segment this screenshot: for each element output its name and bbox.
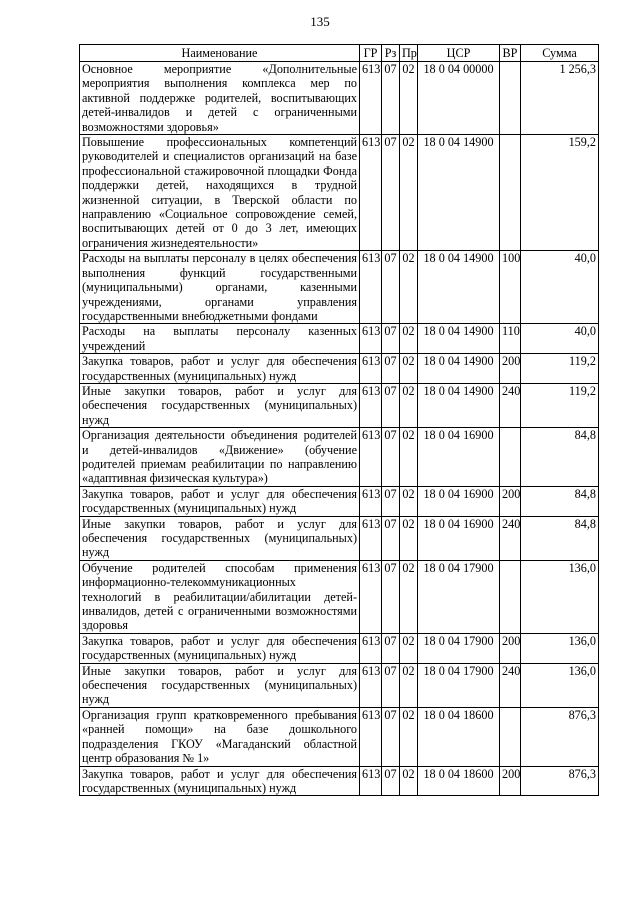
cell-name: Иные закупки товаров, работ и услуг для обеспечения государственных (муниципальных) нужд: [80, 663, 360, 707]
cell-csr: 18 0 04 14900: [418, 324, 500, 354]
cell-gr: 613: [360, 324, 382, 354]
cell-vr: [500, 560, 521, 633]
cell-pr: 02: [400, 516, 418, 560]
table-row: [80, 383, 599, 427]
cell-pr: 02: [400, 766, 418, 796]
table-row: [80, 354, 599, 384]
budget-table: [79, 44, 599, 796]
cell-gr: 613: [360, 663, 382, 707]
cell-sum: 84,8: [521, 516, 599, 560]
cell-pr: 02: [400, 354, 418, 384]
cell-gr: 613: [360, 516, 382, 560]
cell-vr: [500, 707, 521, 766]
cell-vr: 200: [500, 633, 521, 663]
cell-sum: 876,3: [521, 707, 599, 766]
cell-rz: 07: [382, 486, 400, 516]
cell-sum: 136,0: [521, 663, 599, 707]
cell-gr: 613: [360, 383, 382, 427]
cell-pr: 02: [400, 251, 418, 324]
cell-gr: 613: [360, 560, 382, 633]
cell-vr: [500, 135, 521, 251]
table-row: [80, 486, 599, 516]
cell-sum: 159,2: [521, 135, 599, 251]
cell-pr: 02: [400, 707, 418, 766]
table-row: [80, 324, 599, 354]
header-name: Наименование: [80, 45, 360, 62]
table-row: [80, 707, 599, 766]
cell-pr: 02: [400, 324, 418, 354]
cell-pr: 02: [400, 383, 418, 427]
cell-rz: 07: [382, 428, 400, 487]
cell-gr: 613: [360, 251, 382, 324]
cell-rz: 07: [382, 560, 400, 633]
cell-sum: 119,2: [521, 383, 599, 427]
cell-gr: 613: [360, 428, 382, 487]
cell-sum: 40,0: [521, 251, 599, 324]
table-body: [80, 62, 599, 796]
cell-pr: 02: [400, 428, 418, 487]
cell-csr: 18 0 04 16900: [418, 516, 500, 560]
cell-rz: 07: [382, 383, 400, 427]
cell-name: Иные закупки товаров, работ и услуг для обеспечения государственных (муниципальных) нужд: [80, 383, 360, 427]
table-row: [80, 560, 599, 633]
cell-vr: [500, 62, 521, 135]
cell-vr: 200: [500, 486, 521, 516]
cell-csr: 18 0 04 16900: [418, 428, 500, 487]
cell-vr: 240: [500, 516, 521, 560]
cell-rz: 07: [382, 516, 400, 560]
cell-vr: 240: [500, 383, 521, 427]
header-vr: ВР: [500, 45, 521, 62]
cell-vr: 240: [500, 663, 521, 707]
cell-gr: 613: [360, 633, 382, 663]
cell-name: Закупка товаров, работ и услуг для обеспечения государственных (муниципальных) нужд: [80, 486, 360, 516]
cell-csr: 18 0 04 16900: [418, 486, 500, 516]
cell-gr: 613: [360, 354, 382, 384]
cell-name: Повышение профессиональных компетенций руководителей и специалистов организаций на базе профессиональной стажировочной площадки Фонда поддержки детей, находящихся в трудной жизненной ситуации, в Тверской области по направлению «Социальное сопровождение семей, воспитывающих детей от 0 до 3 лет, имеющих ограничения жизнедеятельности»: [80, 135, 360, 251]
cell-gr: 613: [360, 766, 382, 796]
cell-name: Закупка товаров, работ и услуг для обеспечения государственных (муниципальных) нужд: [80, 354, 360, 384]
cell-gr: 613: [360, 486, 382, 516]
cell-name: Закупка товаров, работ и услуг для обеспечения государственных (муниципальных) нужд: [80, 633, 360, 663]
cell-rz: 07: [382, 663, 400, 707]
cell-sum: 84,8: [521, 486, 599, 516]
cell-gr: 613: [360, 707, 382, 766]
cell-vr: [500, 428, 521, 487]
cell-gr: 613: [360, 135, 382, 251]
table-header-row: [80, 45, 599, 62]
cell-csr: 18 0 04 14900: [418, 383, 500, 427]
cell-name: Расходы на выплаты персоналу казенных учреждений: [80, 324, 360, 354]
cell-name: Закупка товаров, работ и услуг для обеспечения государственных (муниципальных) нужд: [80, 766, 360, 796]
cell-rz: 07: [382, 251, 400, 324]
cell-pr: 02: [400, 633, 418, 663]
cell-vr: 200: [500, 766, 521, 796]
cell-name: Иные закупки товаров, работ и услуг для обеспечения государственных (муниципальных) нужд: [80, 516, 360, 560]
cell-vr: 110: [500, 324, 521, 354]
cell-gr: 613: [360, 62, 382, 135]
cell-csr: 18 0 04 17900: [418, 560, 500, 633]
cell-name: Обучение родителей способам применения информационно-телекоммуникационных технологий в реабилитации/абилитации детей-инвалидов, детей с ограниченными возможностями здоровья: [80, 560, 360, 633]
cell-rz: 07: [382, 707, 400, 766]
table-row: [80, 633, 599, 663]
cell-name: Расходы на выплаты персоналу в целях обеспечения выполнения функций государственными (муниципальными) органами, казенными учреждениями, органами управления государственными внебюджетными фондами: [80, 251, 360, 324]
cell-pr: 02: [400, 135, 418, 251]
table-row: [80, 251, 599, 324]
cell-vr: 100: [500, 251, 521, 324]
cell-sum: 84,8: [521, 428, 599, 487]
cell-csr: 18 0 04 14900: [418, 354, 500, 384]
table-row: [80, 516, 599, 560]
cell-sum: 876,3: [521, 766, 599, 796]
header-sum: Сумма: [521, 45, 599, 62]
cell-rz: 07: [382, 62, 400, 135]
cell-sum: 136,0: [521, 633, 599, 663]
table-row: [80, 766, 599, 796]
cell-sum: 136,0: [521, 560, 599, 633]
cell-rz: 07: [382, 766, 400, 796]
cell-name: Организация деятельности объединения родителей и детей-инвалидов «Движение» (обучение родителей приемам реабилитации по направлению «адаптивная физическая культура»): [80, 428, 360, 487]
cell-csr: 18 0 04 14900: [418, 251, 500, 324]
page-number: 135: [310, 14, 330, 29]
cell-csr: 18 0 04 18600: [418, 766, 500, 796]
cell-pr: 02: [400, 663, 418, 707]
table-row: [80, 135, 599, 251]
header-pr: Пр: [400, 45, 418, 62]
table-row: [80, 428, 599, 487]
table-row: [80, 663, 599, 707]
cell-name: Организация групп кратковременного пребывания «ранней помощи» на базе дошкольного подразделения ГКОУ «Магаданский областной центр образования № 1»: [80, 707, 360, 766]
table-row: [80, 62, 599, 135]
cell-vr: 200: [500, 354, 521, 384]
header-rz: Рз: [382, 45, 400, 62]
cell-rz: 07: [382, 135, 400, 251]
cell-rz: 07: [382, 354, 400, 384]
cell-pr: 02: [400, 486, 418, 516]
cell-csr: 18 0 04 17900: [418, 633, 500, 663]
cell-pr: 02: [400, 62, 418, 135]
cell-csr: 18 0 04 18600: [418, 707, 500, 766]
cell-sum: 40,0: [521, 324, 599, 354]
cell-sum: 1 256,3: [521, 62, 599, 135]
cell-rz: 07: [382, 633, 400, 663]
cell-csr: 18 0 04 00000: [418, 62, 500, 135]
cell-csr: 18 0 04 14900: [418, 135, 500, 251]
header-csr: ЦСР: [418, 45, 500, 62]
cell-name: Основное мероприятие «Дополнительные мероприятия выполнения комплекса мер по активной поддержке родителей, воспитывающих детей-инвалидов и детей с ограниченными возможностями здоровья»: [80, 62, 360, 135]
header-gr: ГР: [360, 45, 382, 62]
cell-sum: 119,2: [521, 354, 599, 384]
cell-csr: 18 0 04 17900: [418, 663, 500, 707]
cell-pr: 02: [400, 560, 418, 633]
cell-rz: 07: [382, 324, 400, 354]
